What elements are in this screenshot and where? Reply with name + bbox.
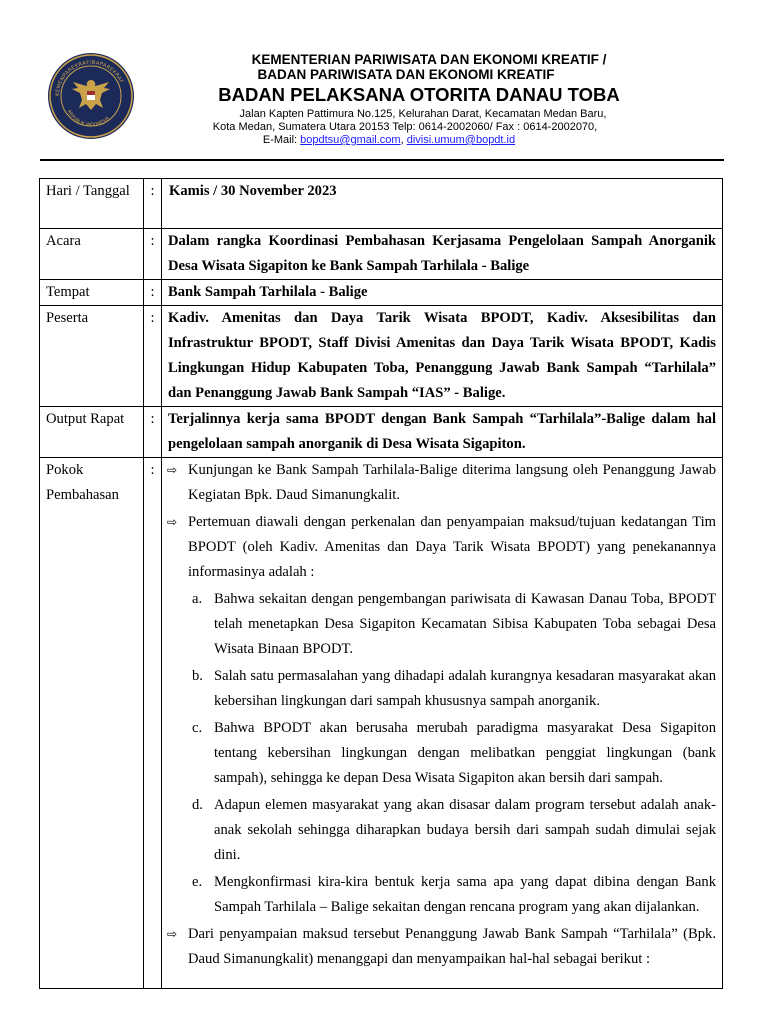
- email-link-1[interactable]: bopdtsu@gmail.com: [300, 134, 401, 146]
- address-line2: Kota Medan, Sumatera Utara 20153 Telp: 0614-2002060/ Fax : 0614-2002070,: [212, 121, 598, 133]
- bullet-text: Kunjungan ke Bank Sampah Tarhilala-Balige diterima langsung oleh Penanggung Jawab Kegiatan Bpk. Daud Simanungkalit.: [188, 462, 716, 503]
- colon: :: [144, 458, 162, 989]
- logo-bottom-text: REPUBLIK INDONESIA: [65, 109, 111, 129]
- output-label: Output Rapat: [40, 407, 144, 458]
- authority-title: BADAN PELAKSANA OTORITA DANAU TOBA: [218, 84, 620, 105]
- list-item: [168, 870, 716, 920]
- bullet-item: [168, 510, 716, 585]
- table-row-acara: [40, 229, 723, 280]
- list-text: Bahwa sekaitan dengan pengembangan pariwisata di Kawasan Danau Toba, BPODT telah menetapkan Desa Sigapiton Kecamatan Sibisa Kabupaten Toba sebagai Desa Wisata Binaan BPODT.: [214, 591, 716, 657]
- acara-value: Dalam rangka Koordinasi Pembahasan Kerjasama Pengelolaan Sampah Anorganik Desa Wisata Sigapiton ke Bank Sampah Tarhilala - Balige: [162, 229, 723, 280]
- pokok-value: [162, 458, 723, 989]
- list-marker: d.: [192, 797, 203, 813]
- bullet-text: Dari penyampaian maksud tersebut Penanggung Jawab Bank Sampah “Tarhilala” (Bpk. Daud Simanungkalit) menanggapi dan menyampaikan hal-hal sebagai berikut :: [188, 926, 716, 967]
- table-row-hari: [40, 179, 723, 229]
- hari-value: [162, 179, 723, 229]
- colon: :: [144, 407, 162, 458]
- email-link-2[interactable]: divisi.umum@bopdt.id: [406, 134, 516, 146]
- table-row-output: [40, 407, 723, 458]
- outline-right-arrow-icon: ⇨: [167, 927, 178, 941]
- tempat-label: Tempat: [40, 280, 144, 306]
- outline-right-arrow-icon: ⇨: [167, 463, 178, 477]
- colon: :: [144, 306, 162, 407]
- list-item: [168, 793, 716, 868]
- list-text: Bahwa BPODT akan berusaha merubah paradigma masyarakat Desa Sigapiton tentang kebersihan lingkungan dengan melibatkan penggiat lingkungan (bank sampah), sehingga ke depan Desa Wisata Sigapiton akan bersih dari sampah.: [214, 720, 716, 786]
- address-line1: Jalan Kapten Pattimura No.125, Kelurahan Darat, Kecamatan Medan Baru,: [239, 108, 607, 120]
- peserta-label: Peserta: [40, 306, 144, 407]
- pokok-label: Pokok Pembahasan: [40, 458, 144, 989]
- list-text: Adapun elemen masyarakat yang akan disasar dalam program tersebut adalah anak-anak sekolah sehingga diharapkan budaya bersih dari sampah sudah dimulai sejak dini.: [214, 797, 716, 863]
- tempat-value: Bank Sampah Tarhilala - Balige: [162, 280, 723, 306]
- list-item: [168, 716, 716, 791]
- list-item: [168, 587, 716, 662]
- header-divider: [40, 159, 724, 161]
- hari-label: Hari / Tanggal: [40, 179, 144, 229]
- bullet-item: [168, 458, 716, 508]
- peserta-value: Kadiv. Amenitas dan Daya Tarik Wisata BPODT, Kadiv. Aksesibilitas dan Infrastruktur BPODT, Staff Divisi Amenitas dan Daya Tarik Wisata BPODT, Kadis Lingkungan Hidup Kabupaten Toba, Penanggung Jawab Bank Sampah “Tarhilala” dan Penanggung Jawab Bank Sampah “IAS” - Balige.: [162, 306, 723, 407]
- logo-top-text: KEMENPAREKRAF/BAPAREKRAF: [54, 59, 125, 97]
- email-line: [5, 134, 768, 146]
- acara-label: Acara: [40, 229, 144, 280]
- list-marker: b.: [192, 668, 203, 684]
- list-marker: e.: [192, 874, 203, 890]
- table-row-peserta: [40, 306, 723, 407]
- minutes-table: [39, 178, 723, 989]
- ministry-title-line1: KEMENTERIAN PARIWISATA DAN EKONOMI KREATIF /: [251, 52, 607, 67]
- email-separator: ,: [400, 134, 407, 146]
- colon: :: [144, 179, 162, 229]
- output-value: Terjalinnya kerja sama BPODT dengan Bank Sampah “Tarhilala”-Balige dalam hal pengelolaan sampah anorganik di Desa Wisata Sigapiton.: [162, 407, 723, 458]
- table-row-tempat: [40, 280, 723, 306]
- colon: :: [144, 229, 162, 280]
- bullet-text: Pertemuan diawali dengan perkenalan dan penyampaian maksud/tujuan kedatangan Tim BPODT (oleh Kadiv. Amenitas dan Daya Tarik Wisata BPODT) yang penekanannya informasinya adalah :: [188, 514, 716, 580]
- colon: :: [144, 280, 162, 306]
- list-text: Salah satu permasalahan yang dihadapi adalah kurangnya kesadaran masyarakat akan kebersihan lingkungan dari sampah khususnya sampah anorganik.: [214, 668, 716, 709]
- list-marker: a.: [192, 591, 203, 607]
- hari-value-text: Kamis / 30 November 2023: [169, 183, 337, 199]
- table-row-pokok: [40, 458, 723, 989]
- list-text: Mengkonfirmasi kira-kira bentuk kerja sama apa yang dapat dibina dengan Bank Sampah Tarhilala – Balige sekaitan dengan rencana program yang akan dijalankan.: [214, 874, 716, 915]
- list-marker: c.: [192, 720, 203, 736]
- ministry-title-line2: BADAN PARIWISATA DAN EKONOMI KREATIF: [257, 67, 555, 82]
- email-label: E-Mail:: [262, 134, 301, 146]
- outline-right-arrow-icon: ⇨: [167, 515, 178, 529]
- bullet-item: [168, 922, 716, 972]
- list-item: [168, 664, 716, 714]
